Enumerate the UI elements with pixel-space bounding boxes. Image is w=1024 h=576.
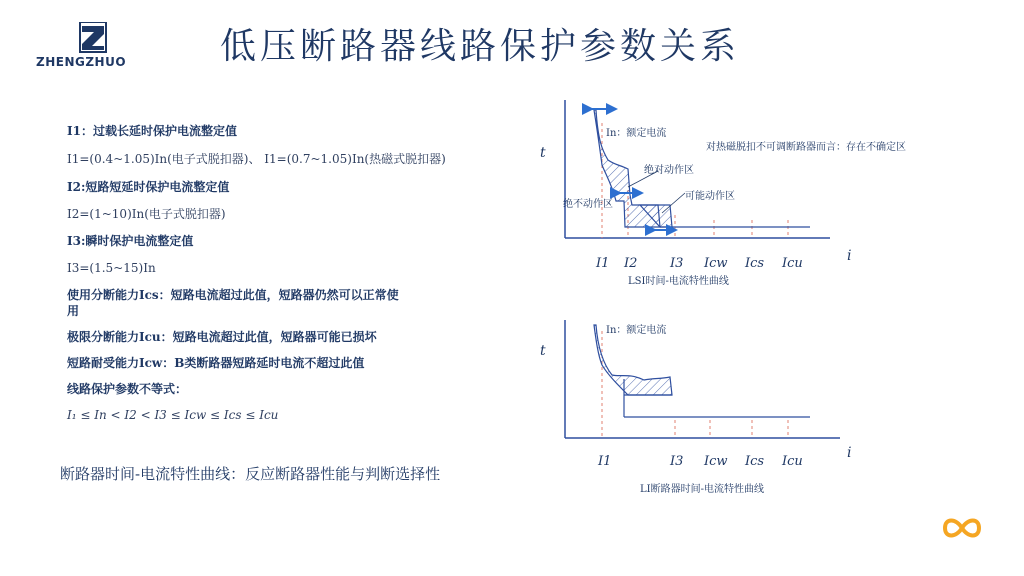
bottom-tick-icw: Icw [704, 454, 728, 469]
inequality-heading: 线路保护参数不等式： [67, 382, 188, 396]
definition-icw: 短路耐受能力Icw：B类断路器短路延时电流不超过此值 [67, 356, 365, 370]
top-tick-i3: I3 [670, 256, 684, 271]
bottom-y-label: t [540, 343, 546, 359]
definition-i2-formula: I2=(1~10)In(电子式脱扣器) [67, 207, 226, 221]
definition-i1-heading: I1：过载长延时保护电流整定值 [67, 124, 237, 138]
definition-i2-heading: I2:短路短延时保护电流整定值 [67, 180, 230, 194]
bottom-chart-caption: LI断路器时间-电流特性曲线 [640, 484, 764, 495]
top-tick-labels [595, 256, 803, 271]
li-chart [540, 320, 851, 495]
top-tick-ics: Ics [745, 256, 765, 271]
top-x-label: i [847, 248, 852, 264]
definition-icu: 极限分断能力Icu：短路电流超过此值，短路器可能已损坏 [67, 330, 377, 344]
charts-area [520, 95, 980, 505]
infinity-icon [942, 515, 982, 541]
lsi-chart [540, 100, 906, 287]
definition-ics-line1: 使用分断能力Ics：短路电流超过此值，短路器仍然可以正常使 [67, 288, 399, 302]
bottom-x-label: i [847, 445, 852, 461]
top-chart-caption: LSI时间-电流特性曲线 [628, 276, 729, 287]
summary-statement: 断路器时间-电流特性曲线：反应断路器性能与判断选择性 [60, 465, 441, 483]
definition-i1-formula: I1=(0.4~1.05)In(电子式脱扣器)、 I1=(0.7~1.05)In(热磁式脱扣器) [67, 152, 446, 166]
top-tick-icw: Icw [704, 256, 728, 271]
top-tick-icu: Icu [782, 256, 803, 271]
top-annotation-possible: 可能动作区 [685, 191, 735, 202]
top-annotation-absolute: 绝对动作区 [644, 165, 694, 176]
bottom-tick-icu: Icu [782, 454, 803, 469]
top-tick-i1: I1 [596, 256, 610, 271]
page-title: 低压断路器线路保护参数关系 [220, 26, 741, 67]
bottom-tick-ics: Ics [745, 454, 765, 469]
bottom-tick-i1: I1 [598, 454, 612, 469]
bottom-in-label: In：额定电流 [606, 325, 667, 336]
definition-i3-formula: I3=(1.5~15)In [67, 261, 156, 275]
top-y-label: t [540, 145, 546, 161]
inequality-formula: I₁ ≤ In < I2 < I3 ≤ Icw ≤ Ics ≤ Icu [67, 408, 279, 422]
top-in-label: In：额定电流 [606, 128, 667, 139]
definition-ics-line2: 用 [67, 304, 80, 318]
logo-text: ZHENGZHUO [36, 55, 127, 69]
definition-i3-heading: I3:瞬时保护电流整定值 [67, 234, 194, 248]
top-tick-i2: I2 [624, 256, 638, 271]
top-annotation-uncertain: 对热磁脱扣不可调断路器而言：存在不确定区 [706, 142, 906, 153]
bottom-tick-i3: I3 [670, 454, 684, 469]
top-annotation-no-action: 绝不动作区 [563, 199, 613, 210]
bottom-tick-labels [597, 454, 803, 469]
